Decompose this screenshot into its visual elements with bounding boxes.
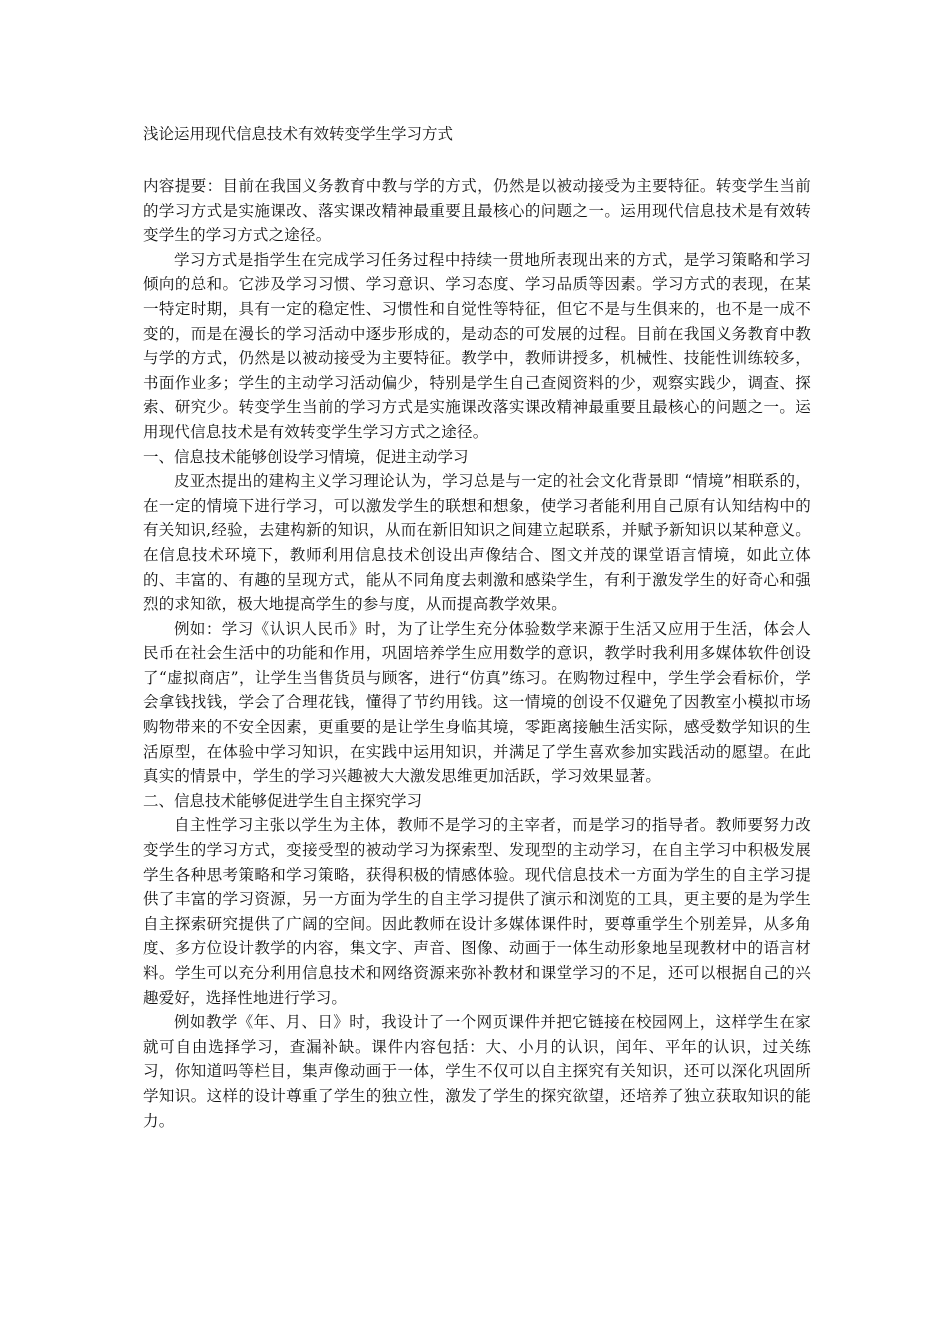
section-1-heading: 一、信息技术能够创设学习情境，促进主动学习 <box>143 447 469 466</box>
section-2-paragraph-1: 自主性学习主张以学生为主体，教师不是学习的主宰者，而是学习的指导者。教师要努力改变学生的学习方式，变接受型的被动学习为探索型、发现型的主动学习，在自主学习中积极发展学生各种思考策略和学习策略，获得积极的情感体验。现代信息技术一方面为学生的自主学习提供了丰富的学习资源，另一方面为学生的自主学习提供了演示和浏览的工具，更主要的是为学生自主探索研究提供了广阔的空间。因此教师在设计多媒体课件时，要尊重学生个别差异，从多角度、多方位设计教学的内容，集文字、声音、图像、动画于一体生动形象地呈现教材中的语言材料。学生可以充分利用信息技术和网络资源来弥补教材和课堂学习的不足，还可以根据自己的兴趣爱好，选择性地进行学习。 <box>143 816 811 1007</box>
section-2-paragraph-2: 例如教学《年、月、日》时，我设计了一个网页课件并把它链接在校园网上，这样学生在家就可自由选择学习，查漏补缺。课件内容包括：大、小月的认识，闰年、平年的认识，过关练习，你知道吗等栏目，集声像动画于一体，学生不仅可以自主探究有关知识，还可以深化巩固所学知识。这样的设计尊重了学生的独立性，激发了学生的探究欲望，还培养了独立获取知识的能力。 <box>143 1013 811 1130</box>
section-1-paragraph-1: 皮亚杰提出的建构主义学习理论认为，学习总是与一定的社会文化背景即 “情境”相联系的，在一定的情境下进行学习，可以激发学生的联想和想象，使学习者能利用自己原有认知结构中的有关知识,经验，去建构新的知识，从而在新旧知识之间建立起联系，并赋予新知识以某种意义。在信息技术环境下，教师利用信息技术创设出声像结合、图文并茂的课堂语言情境，如此立体的、丰富的、有趣的呈现方式，能从不同角度去刺激和感染学生，有利于激发学生的好奇心和强烈的求知欲，极大地提高学生的参与度，从而提高教学效果。 <box>143 472 811 614</box>
section-2-heading: 二、信息技术能够促进学生自主探究学习 <box>143 791 423 810</box>
intro-paragraph: 学习方式是指学生在完成学习任务过程中持续一贯地所表现出来的方式，是学习策略和学习倾向的总和。它涉及学习习惯、学习意识、学习态度、学习品质等因素。学习方式的表现，在某一特定时期，具有一定的稳定性、习惯性和自觉性等特征，但它不是与生俱来的，也不是一成不变的，而是在漫长的学习活动中逐步形成的，是动态的可发展的过程。目前在我国义务教育中教与学的方式，仍然是以被动接受为主要特征。教学中，教师讲授多，机械性、技能性训练较多，书面作业多；学生的主动学习活动偏少，特别是学生自己查阅资料的少，观察实践少，调查、探索、研究少。转变学生当前的学习方式是实施课改落实课改精神最重要且最核心的问题之一。运用现代信息技术是有效转变学生学习方式之途径。 <box>143 250 811 441</box>
section-1-paragraph-2: 例如：学习《认识人民币》时，为了让学生充分体验数学来源于生活又应用于生活，体会人民币在社会生活中的功能和作用，巩固培养学生应用数学的意识，教学时我利用多媒体软件创设了“虚拟商店”，让学生当售货员与顾客，进行“仿真”练习。在购物过程中，学生学会看标价，学会拿钱找钱，学会了合理花钱，懂得了节约用钱。这一情境的创设不仅避免了因教室小模拟市场购物带来的不安全因素，更重要的是让学生身临其境，零距离接触生活实际，感受数学知识的生活原型，在体验中学习知识，在实践中运用知识，并满足了学生喜欢参加实践活动的愿望。在此真实的情景中，学生的学习兴趣被大大激发思维更加活跃，学习效果显著。 <box>143 619 811 786</box>
document-page <box>143 122 811 1133</box>
document-title: 浅论运用现代信息技术有效转变学生学习方式 <box>143 125 454 143</box>
abstract-paragraph: 内容提要：目前在我国义务教育中教与学的方式，仍然是以被动接受为主要特征。转变学生当前的学习方式是实施课改、落实课改精神最重要且最核心的问题之一。运用现代信息技术是有效转变学生的学习方式之途径。 <box>143 177 811 245</box>
